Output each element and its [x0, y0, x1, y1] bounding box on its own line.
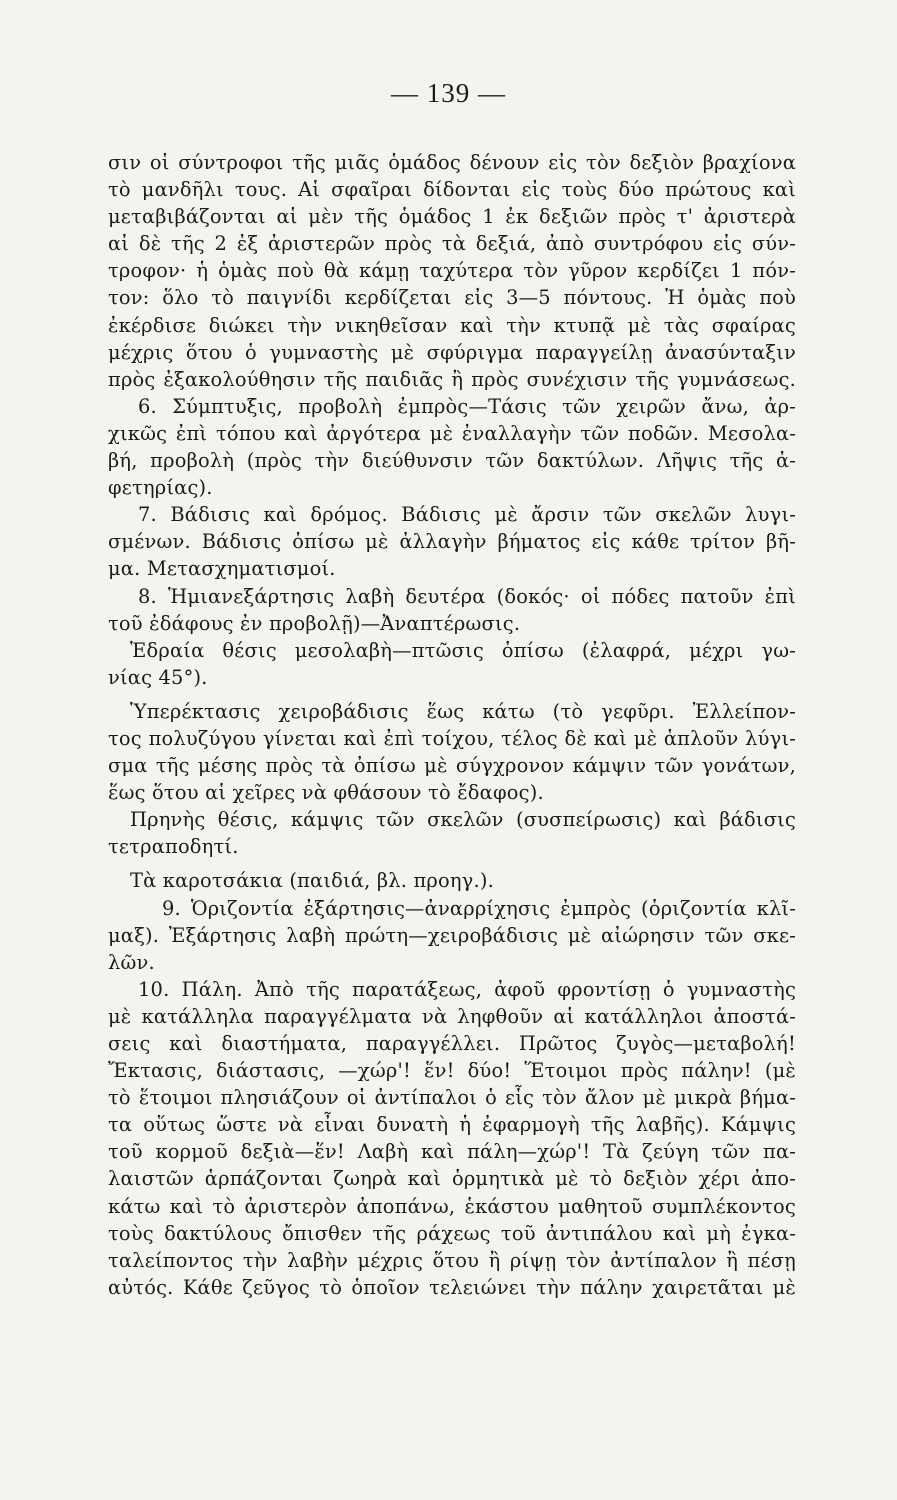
text-line: σμα τῆς μέσης πρὸς τὰ ὀπίσω μὲ σύγχρονον κάμψιν τῶν γονάτων,	[108, 754, 796, 778]
text-line: τὸ ἕτοιμοι πλησιάζουν οἱ ἀντίπαλοι ὁ εἷς τὸν ἄλον μὲ μικρὰ βήμα-	[108, 1086, 796, 1110]
text-line: 7. Βάδισις καὶ δρόμος. Βάδισις μὲ ἄρσιν τῶν σκελῶν λυγι-	[138, 503, 796, 527]
text-line: τα οὕτως ὥστε νὰ εἶναι δυνατὴ ἡ ἐφαρμογὴ τῆς λαβῆς). Κάμψις	[108, 1113, 796, 1137]
text-line: λῶν.	[108, 950, 155, 974]
text-line: τοὺς δακτύλους ὄπισθεν τῆς ράχεως τοῦ ἀντιπάλου καὶ μὴ ἐγκα-	[108, 1221, 796, 1245]
page-number: — 139 —	[391, 78, 506, 108]
text-line: σεις καὶ διαστήματα, παραγγέλλει. Πρῶτος ζυγὸς—μεταβολή!	[108, 1032, 796, 1055]
text-line: 8. Ἡμιανεξάρτησις λαβὴ δευτέρα (δοκός· οἱ πόδες πατοῦν ἐπὶ	[138, 584, 796, 608]
text-line: σμένων. Βάδισις ὀπίσω μὲ ἀλλαγὴν βήματος εἰς κάθε τρίτον βῆ-	[108, 530, 796, 554]
text-line: μαξ). Ἐξάρτησις λαβὴ πρώτη—χειροβάδισις μὲ αἰώρησιν τῶν σκε-	[108, 923, 796, 947]
text-line: Ἑδραία θέσις μεσολαβὴ—πτῶσις ὀπίσω (ἐλαφρά, μέχρι γω-	[130, 638, 796, 662]
text-line: τος πολυζύγου γίνεται καὶ ἐπὶ τοίχου, τέλος δὲ καὶ μὲ ἁπλοῦν λύγι-	[108, 726, 796, 750]
text-line: φετηρίας).	[108, 476, 213, 500]
text-line: ἕως ὅτου αἱ χεῖρες νὰ φθάσουν τὸ ἔδαφος).	[108, 781, 544, 805]
text-line: Τὰ καροτσάκια (παιδιά, βλ. προηγ.).	[130, 869, 494, 893]
text-line: πρὸς ἐξακολούθησιν τῆς παιδιᾶς ἢ πρὸς συνέχισιν τῆς γυμνάσεως.	[108, 367, 796, 391]
text-line: 6. Σύμπτυξις, προβολὴ ἐμπρὸς—Τάσις τῶν χειρῶν ἄνω, ἀρ-	[138, 394, 796, 418]
text-line: Ἔκτασις, διάστασις, —χώρ'! ἕν! δύο! Ἕτοιμοι πρὸς πάλην! (μὲ	[108, 1059, 796, 1083]
text-line: μεταβιβάζονται αἱ μὲν τῆς ὁμάδος 1 ἐκ δεξιῶν πρὸς τ' ἀριστερὰ	[108, 205, 796, 229]
text-line: μέχρις ὅτου ὁ γυμναστὴς μὲ σφύριγμα παραγγείλῃ ἀνασύνταξιν	[108, 340, 796, 364]
text-line: λαιστῶν ἁρπάζονται ζωηρὰ καὶ ὁρμητικὰ μὲ τὸ δεξιὸν χέρι ἀπο-	[108, 1167, 796, 1191]
text-line: τοῦ ἐδάφους ἐν προβολῇ)—Ἀναπτέρωσις.	[108, 611, 521, 635]
text-body	[108, 149, 796, 1301]
text-line: χικῶς ἐπὶ τόπου καὶ ἀργότερα μὲ ἐναλλαγὴν τῶν ποδῶν. Μεσολα-	[108, 421, 796, 445]
text-line: ἐκέρδισε διώκει τὴν νικηθεῖσαν καὶ τὴν κτυπᾷ μὲ τὰς σφαίρας	[108, 313, 796, 337]
text-line: τὸ μανδῆλι τους. Αἱ σφαῖραι δίδονται εἰς τοὺς δύο πρώτους καὶ	[108, 178, 796, 202]
text-line: 9. Ὁριζοντία ἐξάρτησις—ἀναρρίχησις ἐμπρὸς (ὁριζοντία κλῖ-	[162, 896, 796, 920]
text-line: σιν οἱ σύντροφοι τῆς μιᾶς ὁμάδος δένουν εἰς τὸν δεξιὸν βραχίονα	[108, 151, 796, 174]
text-line: 10. Πάλη. Ἀπὸ τῆς παρατάξεως, ἀφοῦ φροντίσῃ ὁ γυμναστὴς	[138, 977, 796, 1001]
text-line: μὲ κατάλληλα παραγγέλματα νὰ ληφθοῦν αἱ κατάλληλοι ἀποστά-	[108, 1004, 796, 1028]
text-line: τοῦ κορμοῦ δεξιὰ—ἕν! Λαβὴ καὶ πάλη—χώρ'! Τὰ ζεύγη τῶν πα-	[108, 1140, 796, 1164]
text-line: ταλείποντος τὴν λαβὴν μέχρις ὅτου ἢ ρίψῃ τὸν ἀντίπαλον ἢ πέσῃ	[108, 1248, 796, 1272]
text-line: τετραποδητί.	[108, 835, 239, 859]
text-line: νίας 45°).	[108, 665, 208, 689]
text-line: Πρηνὴς θέσις, κάμψις τῶν σκελῶν (συσπείρωσις) καὶ βάδισις	[130, 808, 796, 832]
text-line: αὐτός. Κάθε ζεῦγος τὸ ὁποῖον τελειώνει τὴν πάλην χαιρετᾶται μὲ	[108, 1275, 796, 1299]
text-line: τον: ὅλο τὸ παιγνίδι κερδίζεται εἰς 3—5 πόντους. Ἡ ὁμὰς ποὺ	[108, 286, 796, 310]
text-line: μα. Μετασχηματισμοί.	[108, 557, 336, 581]
text-line: κάτω καὶ τὸ ἀριστερὸν ἀποπάνω, ἑκάστου μαθητοῦ συμπλέκοντος	[108, 1194, 796, 1218]
text-line: βή, προβολὴ (πρὸς τὴν διεύθυνσιν τῶν δακτύλων. Λῆψις τῆς ἀ-	[108, 449, 796, 473]
text-line: Ὑπερέκτασις χειροβάδισις ἕως κάτω (τὸ γεφῦρι. Ἐλλείπον-	[130, 699, 796, 723]
text-line: τροφον· ἡ ὁμὰς ποὺ θὰ κάμῃ ταχύτερα τὸν γῦρον κερδίζει 1 πόν-	[108, 259, 796, 283]
text-line: αἱ δὲ τῆς 2 ἐξ ἀριστερῶν πρὸς τὰ δεξιά, ἀπὸ συντρόφου εἰς σύν-	[108, 232, 796, 256]
